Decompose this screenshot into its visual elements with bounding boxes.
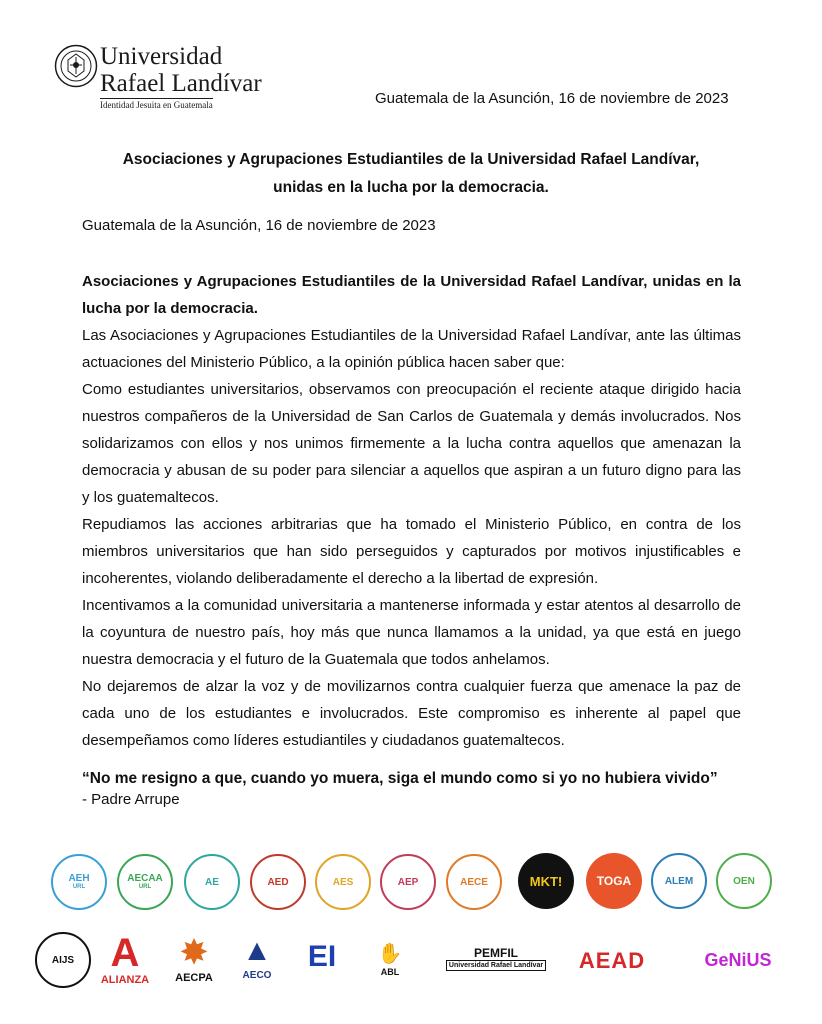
- quote-author: - Padre Arrupe: [82, 791, 180, 808]
- alem-logo: ALEM: [651, 853, 707, 909]
- document-body: [82, 268, 741, 754]
- university-logo: [54, 40, 262, 112]
- toga-logo: TOGA: [586, 853, 642, 909]
- aes-logo: AES: [315, 854, 371, 910]
- abl-logo: ✋ ABL: [377, 942, 403, 977]
- logo-text-line1: Universidad: [100, 43, 223, 70]
- paragraph-1: Las Asociaciones y Agrupaciones Estudiantiles de la Universidad Rafael Landívar, ante las últimas actuaciones del Ministerio Público, a la opinión pública hacen saber que:: [82, 327, 741, 371]
- ae-logo: AE: [184, 854, 240, 910]
- alianza-a-icon: A: [110, 931, 140, 975]
- aep-logo: AEP: [380, 854, 436, 910]
- aece-logo: AECE: [446, 854, 502, 910]
- oen-logo: OEN: [716, 853, 772, 909]
- title-line1: Asociaciones y Agrupaciones Estudiantiles de la Universidad Rafael Landívar,: [122, 151, 700, 168]
- paragraph-4: Incentivamos a la comunidad universitaria a mantenerse informada y estar atentos al desarrollo de la coyuntura de nuestro país, hoy más que nunca llamamos a la unidad, ya que está en juego nuestra democracia y el futuro de la Guatemala que todos anhelamos.: [82, 597, 741, 668]
- paragraph-3: Repudiamos las acciones arbitrarias que ha tomado el Ministerio Público, en contra de los miembros universitarios que han sido perseguidos y capturados por motivos injustificables e incoherentes, violando deliberadamente el derecho a la libertad de expresión.: [82, 516, 741, 587]
- aecaa-logo: AECAA URL: [117, 854, 173, 910]
- document-title: [80, 146, 742, 202]
- paragraph-5: No dejaremos de alzar la voz y de movilizarnos contra cualquier fuerza que amenace la paz de cada uno de los estudiantes e involucrados. Este compromiso es inherente al papel que desempeñamos como líderes estudiantiles y ciudadanos guatemaltecos.: [82, 678, 741, 749]
- body-date: Guatemala de la Asunción, 16 de noviembre de 2023: [82, 217, 436, 234]
- abl-hand-icon: ✋: [377, 942, 403, 965]
- title-line2: unidas en la lucha por la democracia.: [273, 179, 549, 196]
- mkt-logo: MKT!: [518, 853, 574, 909]
- logo-tagline: Identidad Jesuita en Guatemala: [100, 100, 213, 110]
- ei-logo: EI: [307, 940, 337, 973]
- paragraph-2: Como estudiantes universitarios, observamos con preocupación el reciente ataque dirigido hacia nuestros compañeros de la Universidad de San Carlos de Guatemala y demás involucrados. Nos solidarizamos con ellos y nos unimos firmemente a la lucha contra aquellos que amenazan la democracia y abusan de su poder para silenciar a aquellos que aspiran a un futuro digno para las y los guatemaltecos.: [82, 381, 741, 506]
- pemfil-logo: PEMFIL Universidad Rafael Landívar: [444, 938, 548, 978]
- aeco-triangle-icon: ▲: [242, 934, 272, 967]
- aijs-logo: AIJS: [35, 932, 91, 988]
- header-date: Guatemala de la Asunción, 16 de noviembre de 2023: [375, 90, 729, 107]
- body-subtitle: Asociaciones y Agrupaciones Estudiantiles de la Universidad Rafael Landívar, unidas en la lucha por la democracia.: [82, 273, 741, 317]
- aed-logo: AED: [250, 854, 306, 910]
- aeco-logo: ▲ AECO: [242, 934, 272, 981]
- aeh-logo: AEH URL: [51, 854, 107, 910]
- alianza-logo: A ALIANZA: [100, 931, 150, 986]
- logo-text-line2: Rafael Landívar: [100, 70, 262, 97]
- quote-text: “No me resigno a que, cuando yo muera, siga el mundo como si yo no hubiera vivido”: [82, 770, 718, 787]
- university-seal-icon: [54, 44, 98, 88]
- aecpa-logo: ✸ AECPA: [175, 934, 213, 984]
- aecpa-star-icon: ✸: [180, 934, 208, 970]
- aead-logo: AEAD: [578, 948, 646, 973]
- genius-logo: GeNiUS: [704, 950, 772, 970]
